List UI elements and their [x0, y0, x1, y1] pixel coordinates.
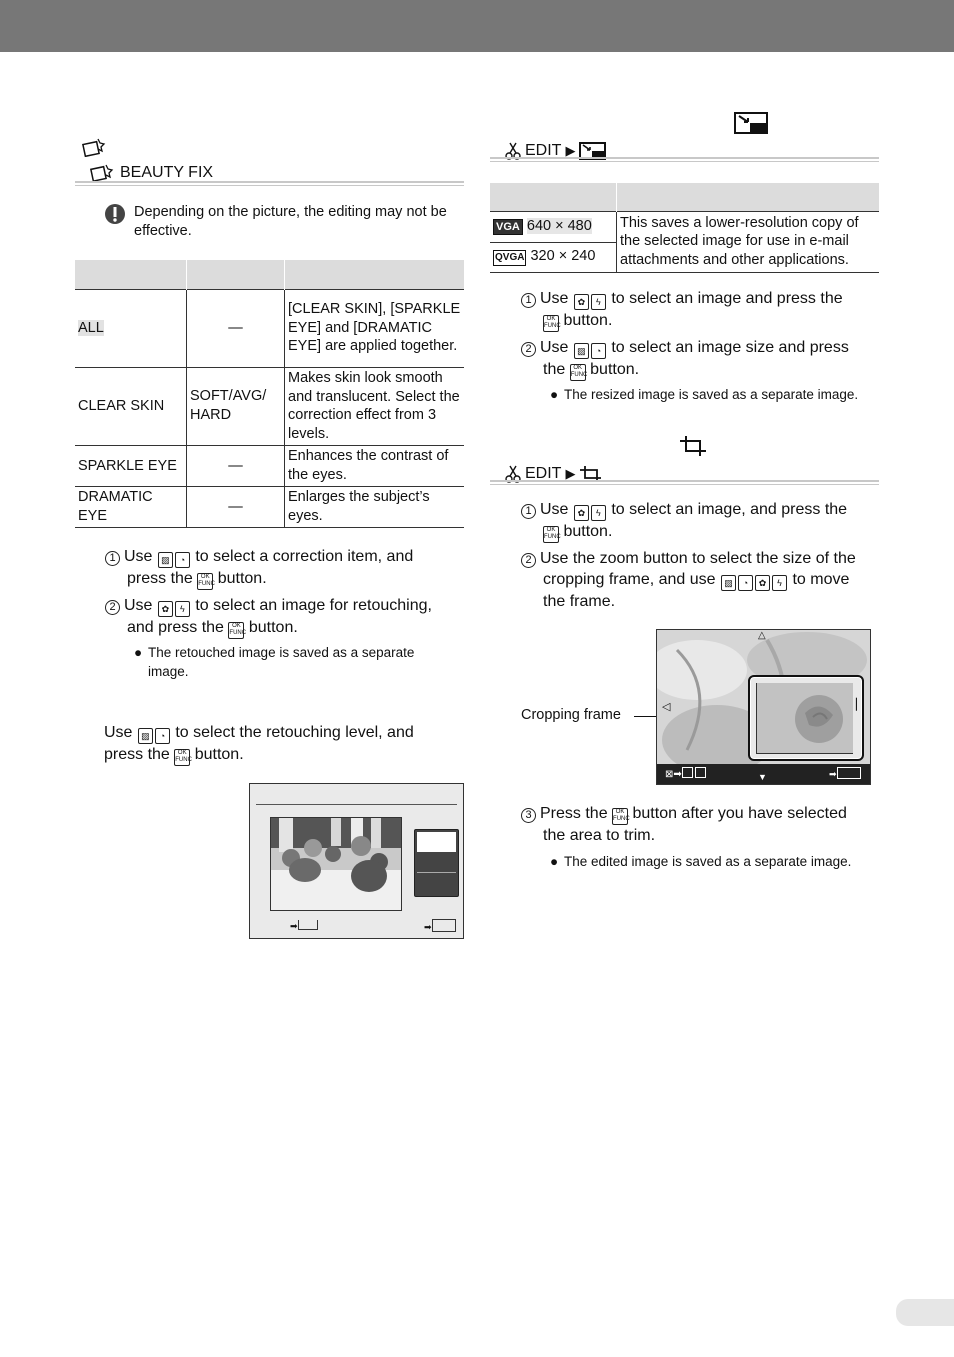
- step-text: Use: [540, 339, 569, 356]
- step-text: the: [543, 361, 566, 378]
- resize-rule: [490, 157, 879, 162]
- step-number: 2: [105, 600, 120, 615]
- flash-key-icon: ϟ: [591, 505, 606, 521]
- macro-key-icon: ✿: [158, 601, 173, 617]
- vga-icon: VGA: [493, 219, 523, 235]
- header-bar: [0, 0, 954, 52]
- item-cell: DRAMATIC EYE: [78, 488, 153, 524]
- macro-key-icon: ✿: [574, 294, 589, 310]
- step-text: Use: [124, 597, 153, 614]
- exposure-key-icon: ▨: [138, 728, 153, 744]
- header-cell: [75, 260, 187, 289]
- level-cell: —: [187, 445, 285, 486]
- step-text: to select an image size and press: [611, 339, 849, 356]
- beauty-step-2: [105, 595, 465, 639]
- item-cell: SPARKLE EYE: [78, 457, 177, 474]
- resize-title-icon: [734, 112, 768, 139]
- caution-note: Depending on the picture, the editing may not be effective.: [134, 204, 447, 239]
- ok-func-key-icon: OK FUNC: [543, 526, 559, 543]
- selftimer-key-icon: ◔: [738, 575, 753, 591]
- step-number: 1: [521, 504, 536, 519]
- exposure-key-icon: ▨: [574, 343, 589, 359]
- exposure-key-icon: ▨: [158, 552, 173, 568]
- ok-button-icon[interactable]: ➡: [424, 919, 456, 933]
- step-number: 2: [521, 553, 536, 568]
- beauty-fix-table: [75, 260, 464, 528]
- bullet-dot: ●: [134, 645, 143, 660]
- selftimer-key-icon: ◔: [155, 728, 170, 744]
- table-row: [75, 445, 464, 486]
- step-number: 2: [521, 342, 536, 357]
- bullet-dot: ●: [550, 854, 559, 869]
- level-cell: —: [187, 486, 285, 527]
- size-320: 320 × 240: [530, 248, 596, 264]
- step-text: and press the: [127, 619, 224, 636]
- crop-bullet: [550, 852, 890, 871]
- macro-key-icon: ✿: [755, 575, 770, 591]
- arrow-right-icon: ▏: [856, 699, 865, 711]
- ok-func-key-icon: OK FUNC: [612, 808, 628, 825]
- step-text: Press the: [540, 805, 608, 822]
- header-cell: [285, 260, 465, 289]
- selftimer-key-icon: ◔: [175, 552, 190, 568]
- step-text: to select an image for retouching,: [195, 597, 432, 614]
- step-text: Use: [540, 290, 569, 307]
- ok-func-key-icon: OK FUNC: [228, 622, 244, 639]
- ok-func-key-icon: OK FUNC: [197, 573, 213, 590]
- beauty-step-1: [105, 546, 465, 590]
- flash-key-icon: ϟ: [175, 601, 190, 617]
- bullet-text: The resized image is saved as a separate image.: [564, 387, 859, 402]
- beauty-bullet: [134, 643, 454, 681]
- caution-icon: [104, 203, 126, 230]
- crop-title-icon: [678, 434, 708, 463]
- selftimer-key-icon: ◔: [591, 343, 606, 359]
- arrow-left-icon: ◁: [662, 701, 671, 713]
- page-number-tab: [896, 1299, 954, 1326]
- retouch-photo: [270, 817, 402, 911]
- bullet-text: The retouched image is saved as a separate image.: [148, 645, 415, 679]
- step-text: to select an image, and press the: [611, 501, 848, 518]
- crop-step-1: [521, 499, 881, 543]
- edit-label: EDIT: [525, 142, 562, 159]
- arrow-right-icon: ▶: [565, 143, 576, 158]
- level-divider: [417, 872, 456, 873]
- level-cell: —: [187, 289, 285, 367]
- step-text: button.: [590, 361, 640, 378]
- qvga-icon: QVGA: [493, 250, 526, 266]
- resize-table: [490, 183, 879, 273]
- step-number: 1: [521, 293, 536, 308]
- desc-cell: Makes skin look smooth and translucent. Select the correction effect from 3 levels.: [285, 367, 465, 445]
- desc-cell: [CLEAR SKIN], [SPARKLE EYE] and [DRAMATIC EYE] are applied together.: [285, 289, 465, 367]
- ok-func-key-icon: OK FUNC: [570, 364, 586, 381]
- arrow-up-icon: △: [758, 630, 766, 641]
- step-text: button.: [563, 312, 613, 329]
- cropping-frame[interactable]: [748, 675, 864, 761]
- step-text: button.: [248, 619, 298, 636]
- beauty-fix-icon: [90, 164, 116, 182]
- level-instruction: [104, 722, 464, 766]
- desc-cell: Enhances the contrast of the eyes.: [285, 445, 465, 486]
- screen-title-rule: [256, 804, 457, 805]
- step-text: button after you have selected: [632, 805, 847, 822]
- beauty-fix-title-icon: [82, 137, 108, 162]
- step-text: the frame.: [543, 593, 616, 610]
- table-row: [75, 289, 464, 367]
- item-cell: CLEAR SKIN: [78, 398, 165, 414]
- step-text: Use the zoom button to select the size of the: [540, 550, 856, 567]
- beauty-fix-label: BEAUTY FIX: [120, 164, 214, 181]
- crop-step-2: [521, 548, 886, 612]
- desc-cell: Enlarges the subject’s eyes.: [285, 486, 465, 527]
- size-cell: [490, 211, 617, 242]
- crop-frame-label: Cropping frame: [521, 707, 621, 723]
- desc-cell: This saves a lower-resolution copy of the selected image for use in e-mail attachments and other applications.: [617, 211, 880, 272]
- step-text: press the: [104, 746, 170, 763]
- ok-button-icon[interactable]: ➡: [829, 767, 861, 780]
- macro-key-icon: ✿: [574, 505, 589, 521]
- step-text: Use: [104, 724, 133, 741]
- arrow-down-icon: ▼: [758, 772, 767, 782]
- step-text: button.: [217, 570, 267, 587]
- crop-preview: [756, 683, 853, 754]
- step-text: to select an image and press the: [611, 290, 843, 307]
- header-cell: [490, 183, 617, 211]
- bullet-dot: ●: [550, 387, 559, 402]
- exposure-key-icon: ▨: [721, 575, 736, 591]
- step-text: cropping frame, and use: [543, 571, 716, 588]
- step-number: 1: [105, 551, 120, 566]
- table-header-row: [75, 260, 464, 289]
- level-selector[interactable]: [414, 829, 459, 897]
- step-text: press the: [127, 570, 193, 587]
- table-row: [75, 486, 464, 527]
- step-text: to select a correction item, and: [195, 548, 414, 565]
- step-text: the area to trim.: [543, 827, 656, 844]
- size-cell: [490, 242, 617, 272]
- crop-rule: [490, 480, 879, 485]
- step-number: 3: [521, 808, 536, 823]
- header-cell: [617, 183, 880, 211]
- crop-step-3: [521, 803, 881, 846]
- crop-screen: [656, 629, 871, 785]
- retouch-level-screen: [249, 783, 464, 939]
- item-all: ALL: [78, 320, 104, 336]
- resize-step-1: [521, 288, 881, 332]
- level-cell: SOFT/AVG/ HARD: [187, 367, 285, 445]
- step-text: button.: [563, 523, 613, 540]
- bullet-text: The edited image is saved as a separate image.: [564, 854, 852, 869]
- step-text: Use: [124, 548, 153, 565]
- level-option-selected[interactable]: [417, 832, 456, 852]
- step-text: Use: [540, 501, 569, 518]
- header-cell: [187, 260, 285, 289]
- beauty-fix-rule: [75, 181, 464, 186]
- back-button-icon[interactable]: ➡: [290, 920, 318, 932]
- ok-func-key-icon: OK FUNC: [174, 749, 190, 766]
- item-cell: [75, 289, 187, 367]
- resize-step-2: [521, 337, 881, 381]
- step-text: button.: [194, 746, 244, 763]
- step-text: to select the retouching level, and: [175, 724, 414, 741]
- step-text: to move: [792, 571, 850, 588]
- beauty-fix-heading: [90, 164, 213, 182]
- size-640: 640 × 480: [526, 218, 592, 234]
- edit-label: EDIT: [525, 465, 562, 482]
- arrow-right-icon: ▶: [565, 466, 576, 481]
- flash-key-icon: ϟ: [591, 294, 606, 310]
- flash-key-icon: ϟ: [772, 575, 787, 591]
- table-row: [75, 367, 464, 445]
- crop-size-icon: ⊠➡: [665, 767, 706, 780]
- table-header-row: [490, 183, 879, 211]
- ok-func-key-icon: OK FUNC: [543, 315, 559, 332]
- resize-bullet: [550, 385, 890, 404]
- table-row: [490, 211, 879, 242]
